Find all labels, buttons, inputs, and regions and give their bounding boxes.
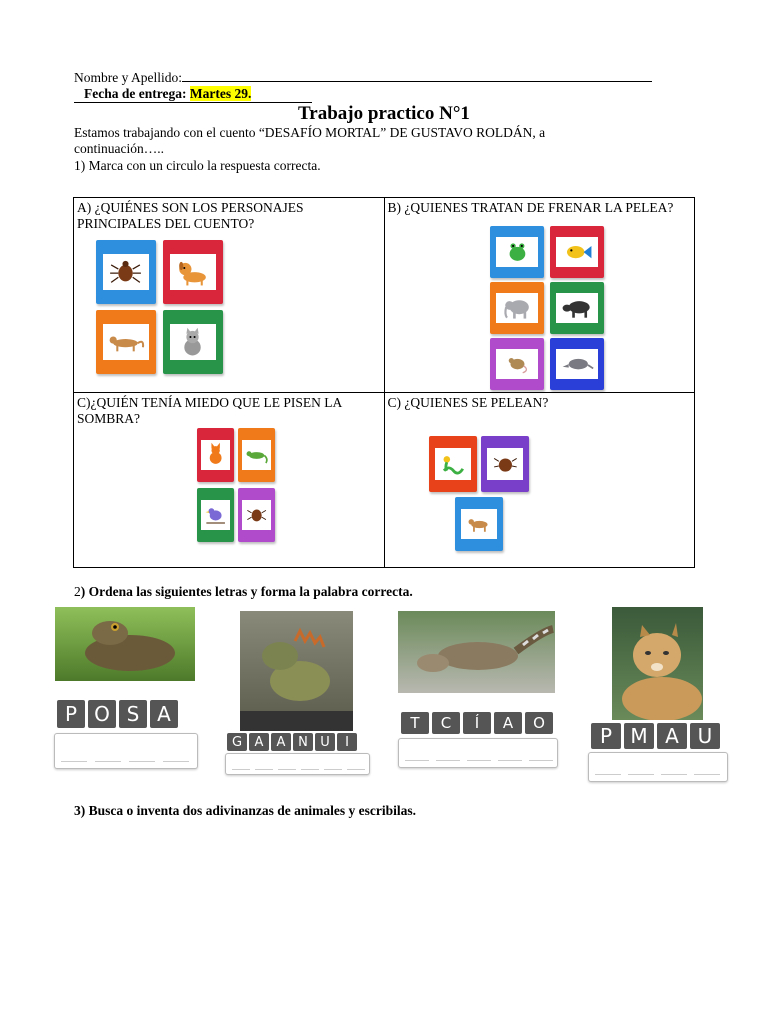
- elephant-icon: [499, 295, 536, 321]
- due-date-value: Martes 29.: [189, 86, 252, 101]
- letter-tile[interactable]: T: [401, 712, 429, 734]
- card-frog[interactable]: [490, 226, 544, 278]
- section-2-label: ) Ordena las siguientes letras y forma la palabra correcta.: [80, 584, 413, 599]
- letter-tile[interactable]: A: [271, 733, 291, 751]
- card-bird[interactable]: [197, 488, 234, 542]
- snake-icon: [437, 450, 470, 478]
- fish-icon: [559, 239, 596, 265]
- card-rodent[interactable]: [490, 338, 544, 390]
- page-title: Trabajo practico N°1: [298, 103, 470, 124]
- card-tapir[interactable]: [550, 282, 604, 334]
- question-1-instruction: 1) Marca con un circulo la respuesta correcta.: [74, 158, 321, 173]
- frog-icon: [499, 239, 536, 265]
- card-fox[interactable]: [197, 428, 234, 482]
- letter-tile[interactable]: S: [119, 700, 147, 728]
- answer-box-4[interactable]: [588, 752, 728, 782]
- letter-tiles-2: [227, 733, 357, 751]
- answer-box-2[interactable]: [225, 753, 370, 775]
- rodent-icon: [499, 351, 536, 377]
- letter-tile[interactable]: N: [293, 733, 313, 751]
- toad-photo: [55, 607, 195, 681]
- cell-c-question: C)¿QUIÉN TENÍA MIEDO QUE LE PISEN LA SOMBRA?: [77, 395, 342, 426]
- tick-icon: [489, 450, 522, 478]
- coati-photo: [398, 611, 555, 693]
- letter-tile[interactable]: U: [315, 733, 335, 751]
- letter-tile[interactable]: A: [657, 723, 687, 749]
- armadillo-icon: [559, 351, 596, 377]
- letter-tile[interactable]: A: [249, 733, 269, 751]
- cell-d-question: C) ¿QUIENES SE PELEAN?: [387, 395, 549, 410]
- letter-tiles-3: [401, 712, 553, 734]
- letter-tile[interactable]: G: [227, 733, 247, 751]
- card-elephant[interactable]: [490, 282, 544, 334]
- tapir-icon: [559, 295, 596, 321]
- bird-icon: [203, 501, 228, 528]
- letter-tile[interactable]: I: [337, 733, 357, 751]
- name-blank-line[interactable]: [182, 69, 652, 82]
- letter-tile[interactable]: U: [690, 723, 720, 749]
- cell-a-question: A) ¿QUIÉNES SON LOS PERSONAJES PRINCIPALES DEL CUENTO?: [77, 200, 304, 231]
- letter-tiles-1: [57, 700, 178, 728]
- card-fish[interactable]: [550, 226, 604, 278]
- cell-b-question: B) ¿QUIENES TRATAN DE FRENAR LA PELEA?: [387, 200, 674, 215]
- name-field: [74, 69, 652, 86]
- letter-tile[interactable]: P: [57, 700, 85, 728]
- card-dog[interactable]: [163, 240, 223, 304]
- lizard-icon: [244, 441, 269, 468]
- letter-tile[interactable]: Í: [463, 712, 491, 734]
- due-date-label: Fecha de entrega:: [84, 86, 187, 101]
- answer-box-1[interactable]: [54, 733, 198, 769]
- letter-tile[interactable]: M: [624, 723, 654, 749]
- answer-box-3[interactable]: [398, 738, 558, 768]
- card-armadillo[interactable]: [550, 338, 604, 390]
- iguana-photo: [240, 611, 353, 731]
- dog-icon: [172, 256, 213, 288]
- card-lizard[interactable]: [238, 428, 275, 482]
- puma-icon: [105, 326, 146, 358]
- puma-icon: [463, 510, 496, 537]
- letter-tiles-4: [591, 723, 720, 749]
- card-puma-2[interactable]: [455, 497, 503, 551]
- cat-icon: [172, 326, 213, 358]
- bug-icon: [244, 501, 269, 528]
- card-bug[interactable]: [238, 488, 275, 542]
- letter-tile[interactable]: C: [432, 712, 460, 734]
- section-2-number: 2: [74, 584, 81, 599]
- letter-tile[interactable]: O: [88, 700, 116, 728]
- name-label: Nombre y Apellido:: [74, 70, 182, 85]
- section-3-instruction: 3) Busca o inventa dos adivinanzas de animales y escribilas.: [74, 803, 417, 818]
- letter-tile[interactable]: P: [591, 723, 621, 749]
- letter-tile[interactable]: A: [494, 712, 522, 734]
- letter-tile[interactable]: O: [525, 712, 553, 734]
- card-tick-2[interactable]: [481, 436, 529, 492]
- section-2-instruction: [74, 584, 413, 600]
- card-snake[interactable]: [429, 436, 477, 492]
- card-tick[interactable]: [96, 240, 156, 304]
- tick-icon: [105, 256, 146, 288]
- fox-icon: [203, 441, 228, 468]
- card-puma[interactable]: [96, 310, 156, 374]
- due-date-line: [74, 86, 312, 103]
- letter-tile[interactable]: A: [150, 700, 178, 728]
- card-cat[interactable]: [163, 310, 223, 374]
- intro-text: Estamos trabajando con el cuento “DESAFÍO MORTAL” DE GUSTAVO ROLDÁN, a continuación…..: [74, 125, 546, 156]
- puma-photo: [612, 607, 703, 720]
